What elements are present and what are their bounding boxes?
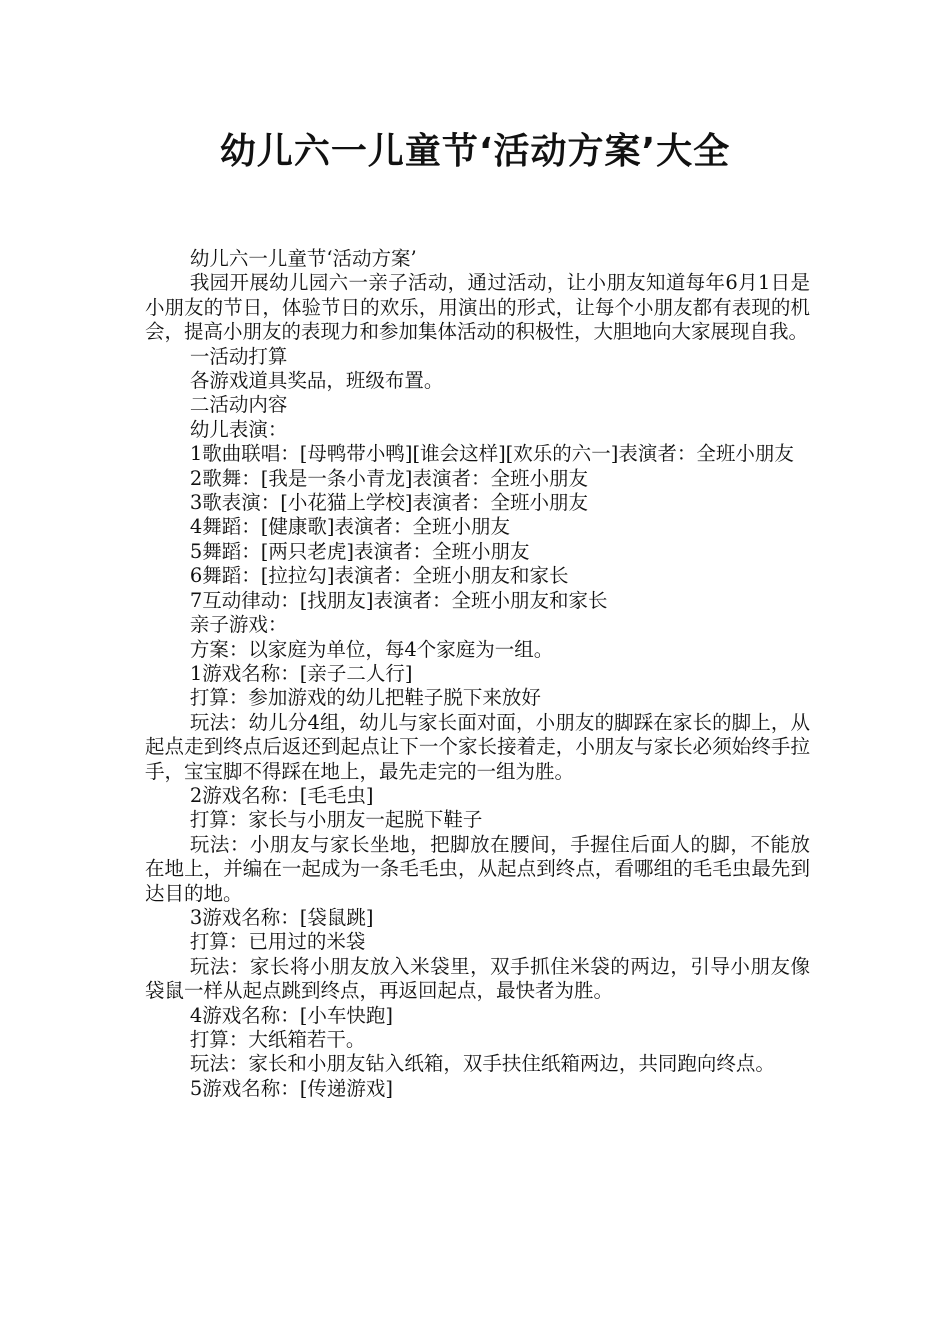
paragraph: 4舞蹈：[健康歌]表演者：全班小朋友 [189,515,510,539]
paragraph: 幼儿表演： [189,417,288,441]
paragraph: 方案：以家庭为单位，每4个家庭为一组。 [189,637,554,661]
paragraph: 2游戏名称：[毛毛虫] [189,783,374,807]
paragraph: 5游戏名称：[传递游戏] [189,1076,393,1100]
paragraph: 4游戏名称：[小车快跑] [189,1003,393,1027]
paragraph: 3歌表演：[小花猫上学校]表演者：全班小朋友 [189,491,588,515]
paragraph: 5舞蹈：[两只老虎]表演者：全班小朋友 [189,539,530,563]
document-body [145,247,810,1101]
paragraph: 1游戏名称：[亲子二人行] [189,661,413,685]
paragraph: 打算：大纸箱若干。 [189,1028,366,1051]
paragraph: 二活动内容 [189,393,288,417]
paragraph: 玩法：小朋友与家长坐地，把脚放在腰间，手握住后面人的脚，不能放在地上，并编在一起成为一条毛毛虫，从起点到终点，看哪组的毛毛虫最先到达目的地。 [145,832,810,905]
paragraph: 7互动律动：[找朋友]表演者：全班小朋友和家长 [189,588,608,612]
paragraph: 玩法：家长和小朋友钻入纸箱，双手扶住纸箱两边，共同跑向终点。 [189,1052,775,1076]
paragraph: 打算：已用过的米袋 [189,930,366,954]
paragraph: 各游戏道具奖品，班级布置。 [189,369,444,393]
paragraph: 亲子游戏： [189,613,288,637]
paragraph: 2歌舞：[我是一条小青龙]表演者：全班小朋友 [189,466,588,490]
paragraph: 6舞蹈：[拉拉勾]表演者：全班小朋友和家长 [189,564,569,588]
document-title: 幼儿六一儿童节‘活动方案’大全 [219,131,731,172]
paragraph: 幼儿六一儿童节‘活动方案’ [189,247,417,270]
paragraph: 我园开展幼儿园六一亲子活动，通过活动，让小朋友知道每年6月1日是小朋友的节日，体验节日的欢乐，用演出的形式，让每个小朋友都有表现的机会，提高小朋友的表现力和参加集体活动的积极性，大胆地向大家展现自我。 [145,271,810,344]
paragraph: 玩法：家长将小朋友放入米袋里，双手抓住米袋的两边，引导小朋友像袋鼠一样从起点跳到终点，再返回起点，最快者为胜。 [145,954,810,1003]
paragraph: 打算：家长与小朋友一起脱下鞋子 [189,808,483,832]
paragraph: 3游戏名称：[袋鼠跳] [189,905,374,929]
paragraph: 打算：参加游戏的幼儿把鞋子脱下来放好 [189,686,541,710]
paragraph: 1歌曲联唱：[母鸭带小鸭][谁会这样][欢乐的六一]表演者：全班小朋友 [189,442,794,466]
paragraph: 一活动打算 [189,344,288,368]
paragraph: 玩法：幼儿分4组，幼儿与家长面对面，小朋友的脚踩在家长的脚上，从起点走到终点后返还到起点让下一个家长接着走，小朋友与家长必须始终手拉手，宝宝脚不得踩在地上，最先走完的一组为胜。 [145,710,810,783]
